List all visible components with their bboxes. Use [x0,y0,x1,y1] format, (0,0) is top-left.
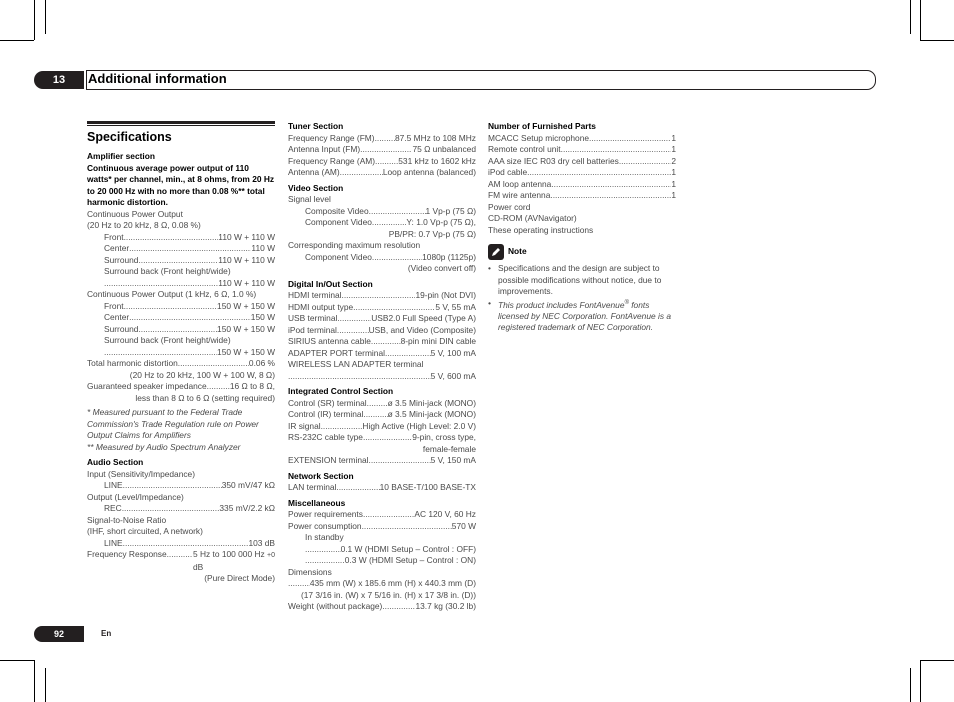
spec-label: Surround back (Front height/wide) [104,335,231,345]
video-heading: Video Section [288,182,344,193]
spec-row: Center ..... 110 W [87,243,275,255]
parts-heading: Number of Furnished Parts [488,121,596,131]
spec-row: Frequency Range (FM) ..... 87.5 MHz to 108 MHz [288,133,476,145]
spec-condition: (17 3/16 in. (W) x 7 5/16 in. (H) x 17 3/8 in. (D)) [300,589,476,600]
list-item: CD-ROM (AVNavigator) [488,213,577,223]
column-parts-notes [488,121,676,334]
spec-row: ..... 435 mm (W) x 185.6 mm (H) x 440.3 mm (D) [288,578,476,590]
spec-row: AM loop antenna ..... 1 [488,179,676,191]
spec-row: Control (SR) terminal ..... ø 3.5 Mini-jack (MONO) [288,398,476,410]
spec-row: ..... 5 V, 600 mA [288,371,476,383]
spec-condition: less than 8 Ω to 6 Ω (setting required) [135,392,275,403]
spec-row: ..... 150 W + 150 W [87,347,275,359]
spec-row: Power consumption ..... 570 W [288,521,476,533]
spec-label: In standby [305,532,344,542]
digital-heading: Digital In/Out Section [288,278,373,289]
column-specifications [87,121,275,585]
spec-condition: (20 Hz to 20 kHz, 100 W + 100 W, 8 Ω) [129,369,275,380]
spec-row: SIRIUS antenna cable ..... 8-pin mini DIN cable [288,336,476,348]
spec-row: USB terminal ..... USB2.0 Full Speed (Type A) [288,313,476,325]
page-number: 92 [34,626,84,642]
spec-row: EXTENSION terminal ..... 5 V, 150 mA [288,455,476,467]
spec-label: Continuous Power Output (1 kHz, 6 Ω, 1.0 %) [87,289,257,299]
spec-row: iPod cable ..... 1 [488,167,676,179]
spec-row: FM wire antenna ..... 1 [488,190,676,202]
spec-row: Guaranteed speaker impedance ..... 16 Ω to 8 Ω, [87,381,275,393]
spec-row: Front ..... 150 W + 150 W [87,301,275,313]
spec-condition: (IHF, short circuited, A network) [87,526,203,536]
spec-condition: (Pure Direct Mode) [204,573,275,583]
spec-row: Total harmonic distortion ..... 0.06 % [87,358,275,370]
spec-label: Signal level [288,194,331,204]
spec-row: RS-232C cable type ..... 9-pin, cross type, [288,432,476,444]
page-title: Additional information [88,71,227,86]
spec-row: Surround ..... 150 W + 150 W [87,324,275,336]
spec-row: Control (IR) terminal ..... ø 3.5 Mini-jack (MONO) [288,409,476,421]
tuner-heading: Tuner Section [288,121,344,131]
list-item: These operating instructions [488,224,594,235]
pencil-icon [488,244,504,260]
spec-label: Surround back (Front height/wide) [104,266,231,276]
spec-row: REC ..... 335 mV/2.2 kΩ [87,503,275,515]
spec-row: Front ..... 110 W + 110 W [87,232,275,244]
spec-label: Input (Sensitivity/Impedance) [87,468,195,479]
spec-label: Output (Level/Impedance) [87,491,184,502]
spec-label: Corresponding maximum resolution [288,240,421,250]
spec-row: ..... 110 W + 110 W [87,278,275,290]
spec-row: Antenna Input (FM) ..... 75 Ω unbalanced [288,144,476,156]
spec-label: Continuous Power Output [87,208,183,219]
spec-row: ADAPTER PORT terminal ..... 5 V, 100 mA [288,348,476,360]
spec-row: ..... 0.1 W (HDMI Setup – Control : OFF) [288,544,476,556]
spec-row: LINE ..... 350 mV/47 kΩ [87,480,275,492]
column-tuner-video [288,121,476,613]
spec-condition: (20 Hz to 20 kHz, 8 Ω, 0.08 %) [87,220,201,230]
footnote: * Measured pursuant to the Federal Trade Commission's Trade Regulation rule on Power Output Claims for Amplifiers [87,407,259,440]
note-header [488,244,676,260]
spec-row: LINE ..... 103 dB [87,538,275,550]
amplifier-heading: Amplifier section [87,151,155,161]
footnote: ** Measured by Audio Spectrum Analyzer [87,441,241,452]
section-title: Specifications [87,130,172,144]
spec-row: Remote control unit ..... 1 [488,144,676,156]
misc-heading: Miscellaneous [288,497,346,508]
spec-condition: PB/PR: 0.7 Vp-p (75 Ω) [388,228,476,239]
note-title: Note [508,246,527,257]
plus-minus-icon: +0 [267,552,275,559]
network-heading: Network Section [288,470,354,481]
spec-row: Component Video ..... Y: 1.0 Vp-p (75 Ω), [288,217,476,229]
amplifier-summary: Continuous average power output of 110 watts* per channel, min., at 8 ohms, from 20 Hz to 20 000 Hz with no more than 0.08 %** total harmonic distortion. [87,162,275,207]
control-heading: Integrated Control Section [288,386,394,396]
spec-row: ..... 0.3 W (HDMI Setup – Control : ON) [288,555,476,567]
spec-row: HDMI output type ..... 5 V, 55 mA [288,302,476,314]
spec-label: Dimensions [288,566,332,577]
list-item: Power cord [488,201,531,212]
spec-row: Frequency Response ..... 5 Hz to 100 000 Hz +0 dB [87,549,275,573]
spec-condition: (Video convert off) [407,263,476,273]
spec-label: Signal-to-Noise Ratio [87,514,167,525]
list-item: • This product includes FontAvenue® fonts licensed by NEC Corporation. FontAvenue is a registered trademark of NEC Corporation. [488,297,672,333]
audio-heading: Audio Section [87,457,144,467]
chapter-number: 13 [34,71,84,89]
spec-row: Component Video ..... 1080p (1125p) [288,252,476,264]
spec-row: Center ..... 150 W [87,312,275,324]
spec-row: Composite Video ..... 1 Vp-p (75 Ω) [288,206,476,218]
spec-condition: female-female [422,443,476,454]
title-rule [87,121,275,126]
spec-row: LAN terminal ..... 10 BASE-T/100 BASE-TX [288,482,476,494]
spec-row: Antenna (AM) ..... Loop antenna (balanced) [288,167,476,179]
spec-row: IR signal ..... High Active (High Level: 2.0 V) [288,421,476,433]
spec-row: Power requirements ..... AC 120 V, 60 Hz [288,509,476,521]
list-item: • Specifications and the design are subject to possible modifications without notice, due to improvements. [488,263,662,296]
spec-row: AAA size IEC R03 dry cell batteries ..... 2 [488,156,676,168]
spec-row: HDMI terminal ..... 19-pin (Not DVI) [288,290,476,302]
spec-row: MCACC Setup microphone ..... 1 [488,133,676,145]
spec-row: Weight (without package) ..... 13.7 kg (30.2 lb) [288,601,476,613]
language-label: En [101,629,112,638]
spec-row: Frequency Range (AM) ..... 531 kHz to 1602 kHz [288,156,476,168]
spec-label: WIRELESS LAN ADAPTER terminal [288,359,424,369]
spec-row: Surround ..... 110 W + 110 W [87,255,275,267]
spec-row: iPod terminal ..... USB, and Video (Composite) [288,325,476,337]
